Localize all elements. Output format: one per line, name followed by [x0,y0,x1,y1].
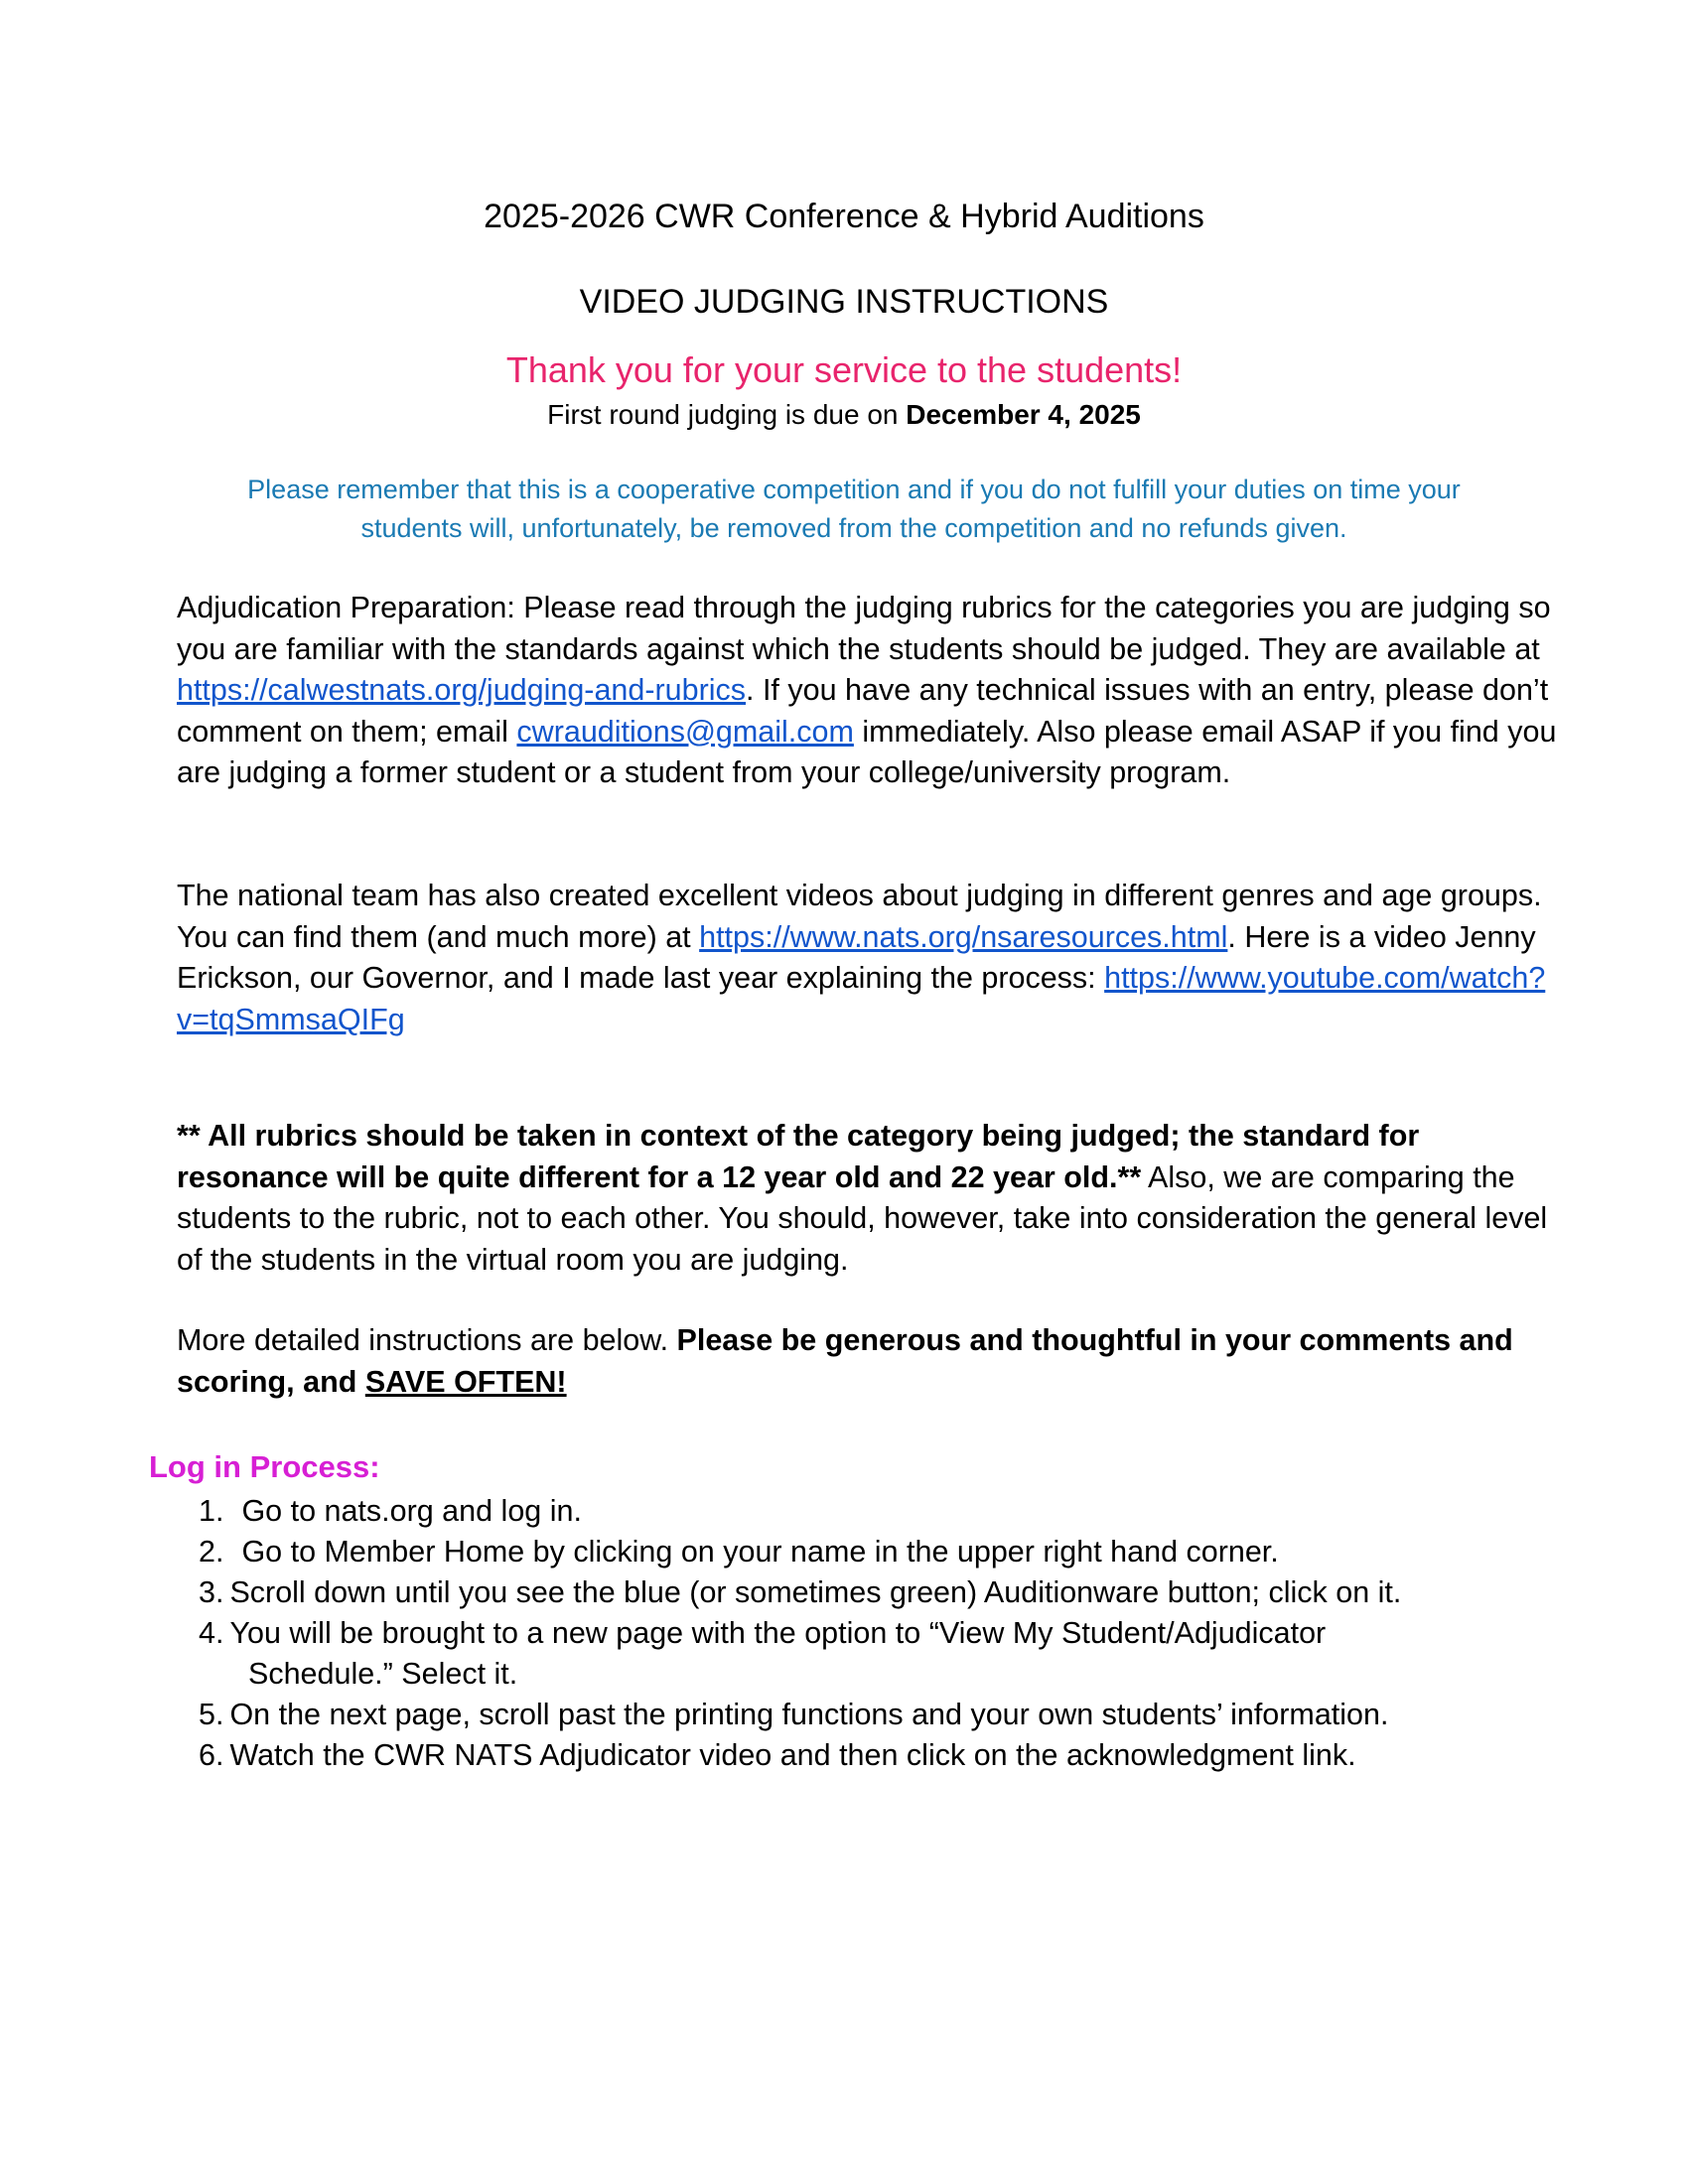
national-text-2: . Here is a video Jenny Erickson, our Governor, and I made last year explaining the process: [177,919,1536,995]
notice-line-1: Please remember that this is a cooperative competition and if you do not fulfill your duties on time your [247,475,1461,504]
save-often-text: SAVE OFTEN! [364,1364,567,1399]
youtube-video-link[interactable]: https://www.youtube.com/watch?v=tqSmmsaQIFg [177,961,1546,1036]
list-item [199,1695,1589,1735]
rubric-note-text: Also, we are comparing the students to the rubric, not to each other. You should, however, take into consideration the general level of the students in the virtual room you are judging. [177,1160,1548,1277]
list-item [199,1613,1589,1695]
rubric-context-paragraph [177,1116,1567,1281]
due-date: December 4, 2025 [906,399,1141,430]
list-item [199,1735,1589,1776]
list-item [199,1491,1589,1532]
detailed-instructions-paragraph [177,1320,1567,1403]
detailed-bold-text: Please be generous and thoughtful in your comments and scoring, and [177,1323,1513,1399]
cooperative-notice [159,471,1549,548]
step-text: Go to nats.org and log in. [241,1494,582,1528]
national-team-paragraph [177,876,1567,1040]
thank-you-message: Thank you for your service to the students! [505,349,1183,390]
step-text: Watch the CWR NATS Adjudicator video and then click on the acknowledgment link. [229,1738,1356,1772]
rubric-note-bold: ** All rubrics should be taken in context of the category being judged; the standard for resonance will be quite different for a 12 year old and 22 year old.** [177,1119,1420,1194]
step-number: 1. [199,1494,224,1528]
due-date-prefix: First round judging is due on [547,399,907,430]
email-link[interactable]: cwrauditions@gmail.com [516,714,854,749]
document-title: 2025-2026 CWR Conference & Hybrid Auditions [484,198,1204,235]
list-item [199,1532,1589,1572]
preparation-text-3: immediately. Also please email ASAP if you find you are judging a former student or a student from your college/university program. [177,714,1557,789]
document-heading: VIDEO JUDGING INSTRUCTIONS [579,283,1109,321]
step-number: 6. [199,1738,224,1772]
nsa-resources-link[interactable]: https://www.nats.org/nsaresources.html [699,919,1228,954]
detailed-text: More detailed instructions are below. [177,1323,677,1357]
preparation-paragraph [177,588,1567,794]
step-number: 5. [199,1698,224,1731]
notice-line-2: students will, unfortunately, be removed from the competition and no refunds given. [360,513,1347,543]
step-number: 3. [199,1575,224,1609]
step-text: On the next page, scroll past the printing functions and your own students’ information. [229,1698,1389,1731]
step-text-continued: Schedule.” Select it. [248,1657,518,1691]
preparation-text-1: Adjudication Preparation: Please read through the judging rubrics for the categories you are judging so you are familiar with the standards against which the students should be judged. They are available at [177,591,1551,666]
preparation-text-2: . If you have any technical issues with an entry, please don’t comment on them; email [177,673,1549,749]
list-item [199,1572,1589,1613]
login-process-heading: Log in Process: [149,1449,380,1484]
step-number: 4. [199,1616,224,1650]
due-date-line [0,397,1688,433]
step-number: 2. [199,1535,224,1569]
national-text-1: The national team has also created excellent videos about judging in different genres and age groups. You can find them (and much more) at [177,879,1542,954]
login-steps-list [199,1491,1589,1776]
step-text: Go to Member Home by clicking on your name in the upper right hand corner. [241,1535,1279,1569]
step-text: You will be brought to a new page with the option to “View My Student/Adjudicator [229,1616,1327,1650]
rubrics-link[interactable]: https://calwestnats.org/judging-and-rubrics [177,673,747,707]
step-text: Scroll down until you see the blue (or sometimes green) Auditionware button; click on it. [229,1575,1402,1609]
